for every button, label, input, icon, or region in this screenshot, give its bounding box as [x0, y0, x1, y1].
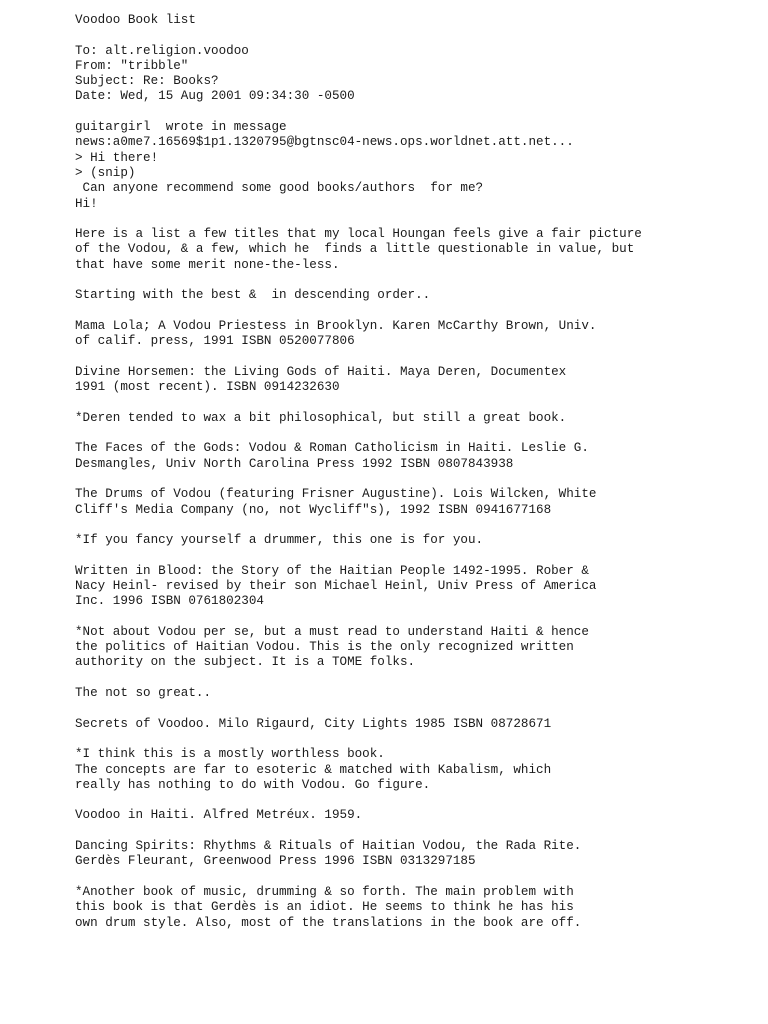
book-entry-line: Voodoo in Haiti. Alfred Metréux. 1959.	[75, 808, 363, 823]
book-entry-line: Desmangles, Univ North Carolina Press 1992 ISBN 0807843938	[75, 456, 514, 471]
book-note: *Not about Vodou per se, but a must read to understand Haiti & hence	[75, 624, 589, 639]
book-note: *Deren tended to wax a bit philosophical, but still a great book.	[75, 410, 567, 425]
book-note: really has nothing to do with Vodou. Go figure.	[75, 777, 431, 792]
book-entry-line: Divine Horsemen: the Living Gods of Haiti. Maya Deren, Documentex	[75, 364, 567, 379]
book-entry-line: Cliff's Media Company (no, not Wycliff"s), 1992 ISBN 0941677168	[75, 502, 552, 517]
intro-line: that have some merit none-the-less.	[75, 257, 340, 272]
quote-line: news:a0me7.16569$1p1.1320795@bgtnsc04-news.ops.worldnet.att.net...	[75, 135, 574, 150]
book-entry-line: of calif. press, 1991 ISBN 0520077806	[75, 334, 355, 349]
book-entry-line: Dancing Spirits: Rhythms & Rituals of Haitian Vodou, the Rada Rite.	[75, 839, 582, 854]
header-subject: Subject: Re: Books?	[75, 74, 219, 89]
book-entry-line: Secrets of Voodoo. Milo Rigaurd, City Lights 1985 ISBN 08728671	[75, 716, 552, 731]
quote-line: Can anyone recommend some good books/authors for me?	[75, 181, 484, 196]
quote-line: > (snip)	[75, 165, 136, 180]
book-entry-line: Written in Blood: the Story of the Haitian People 1492-1995. Rober &	[75, 563, 589, 578]
book-note: authority on the subject. It is a TOME folks.	[75, 655, 416, 670]
quote-line: Hi!	[75, 196, 98, 211]
book-note: *I think this is a mostly worthless book.	[75, 747, 385, 762]
book-entry-line: The Drums of Vodou (featuring Frisner Augustine). Lois Wilcken, White	[75, 487, 597, 502]
book-note: own drum style. Also, most of the translations in the book are off.	[75, 915, 582, 930]
header-from: From: "tribble"	[75, 58, 189, 73]
intro-line: of the Vodou, & a few, which he finds a little questionable in value, but	[75, 242, 635, 257]
book-note: *Another book of music, drumming & so forth. The main problem with	[75, 884, 574, 899]
book-entry-line: Nacy Heinl- revised by their son Michael Heinl, Univ Press of America	[75, 578, 597, 593]
book-entry-line: 1991 (most recent). ISBN 0914232630	[75, 380, 340, 395]
document-body	[75, 13, 755, 931]
book-note: *If you fancy yourself a drummer, this one is for you.	[75, 533, 484, 548]
book-entry-line: Inc. 1996 ISBN 0761802304	[75, 594, 264, 609]
best-heading: Starting with the best & in descending order..	[75, 288, 431, 303]
book-note: the politics of Haitian Vodou. This is the only recognized written	[75, 640, 574, 655]
quote-line: guitargirl wrote in message	[75, 120, 287, 135]
document-title: Voodoo Book list	[75, 13, 196, 27]
quote-line: > Hi there!	[75, 150, 159, 165]
book-entry-line: Gerdès Fleurant, Greenwood Press 1996 ISBN 0313297185	[75, 854, 476, 869]
header-to: To: alt.religion.voodoo	[75, 43, 249, 58]
not-so-great-heading: The not so great..	[75, 686, 212, 701]
book-note: The concepts are far to esoteric & matched with Kabalism, which	[75, 762, 552, 777]
book-entry-line: The Faces of the Gods: Vodou & Roman Catholicism in Haiti. Leslie G.	[75, 441, 589, 456]
book-entry-line: Mama Lola; A Vodou Priestess in Brooklyn. Karen McCarthy Brown, Univ.	[75, 318, 597, 333]
header-date: Date: Wed, 15 Aug 2001 09:34:30 -0500	[75, 89, 355, 104]
book-note: this book is that Gerdès is an idiot. He seems to think he has his	[75, 900, 574, 915]
intro-line: Here is a list a few titles that my local Houngan feels give a fair picture	[75, 227, 642, 242]
